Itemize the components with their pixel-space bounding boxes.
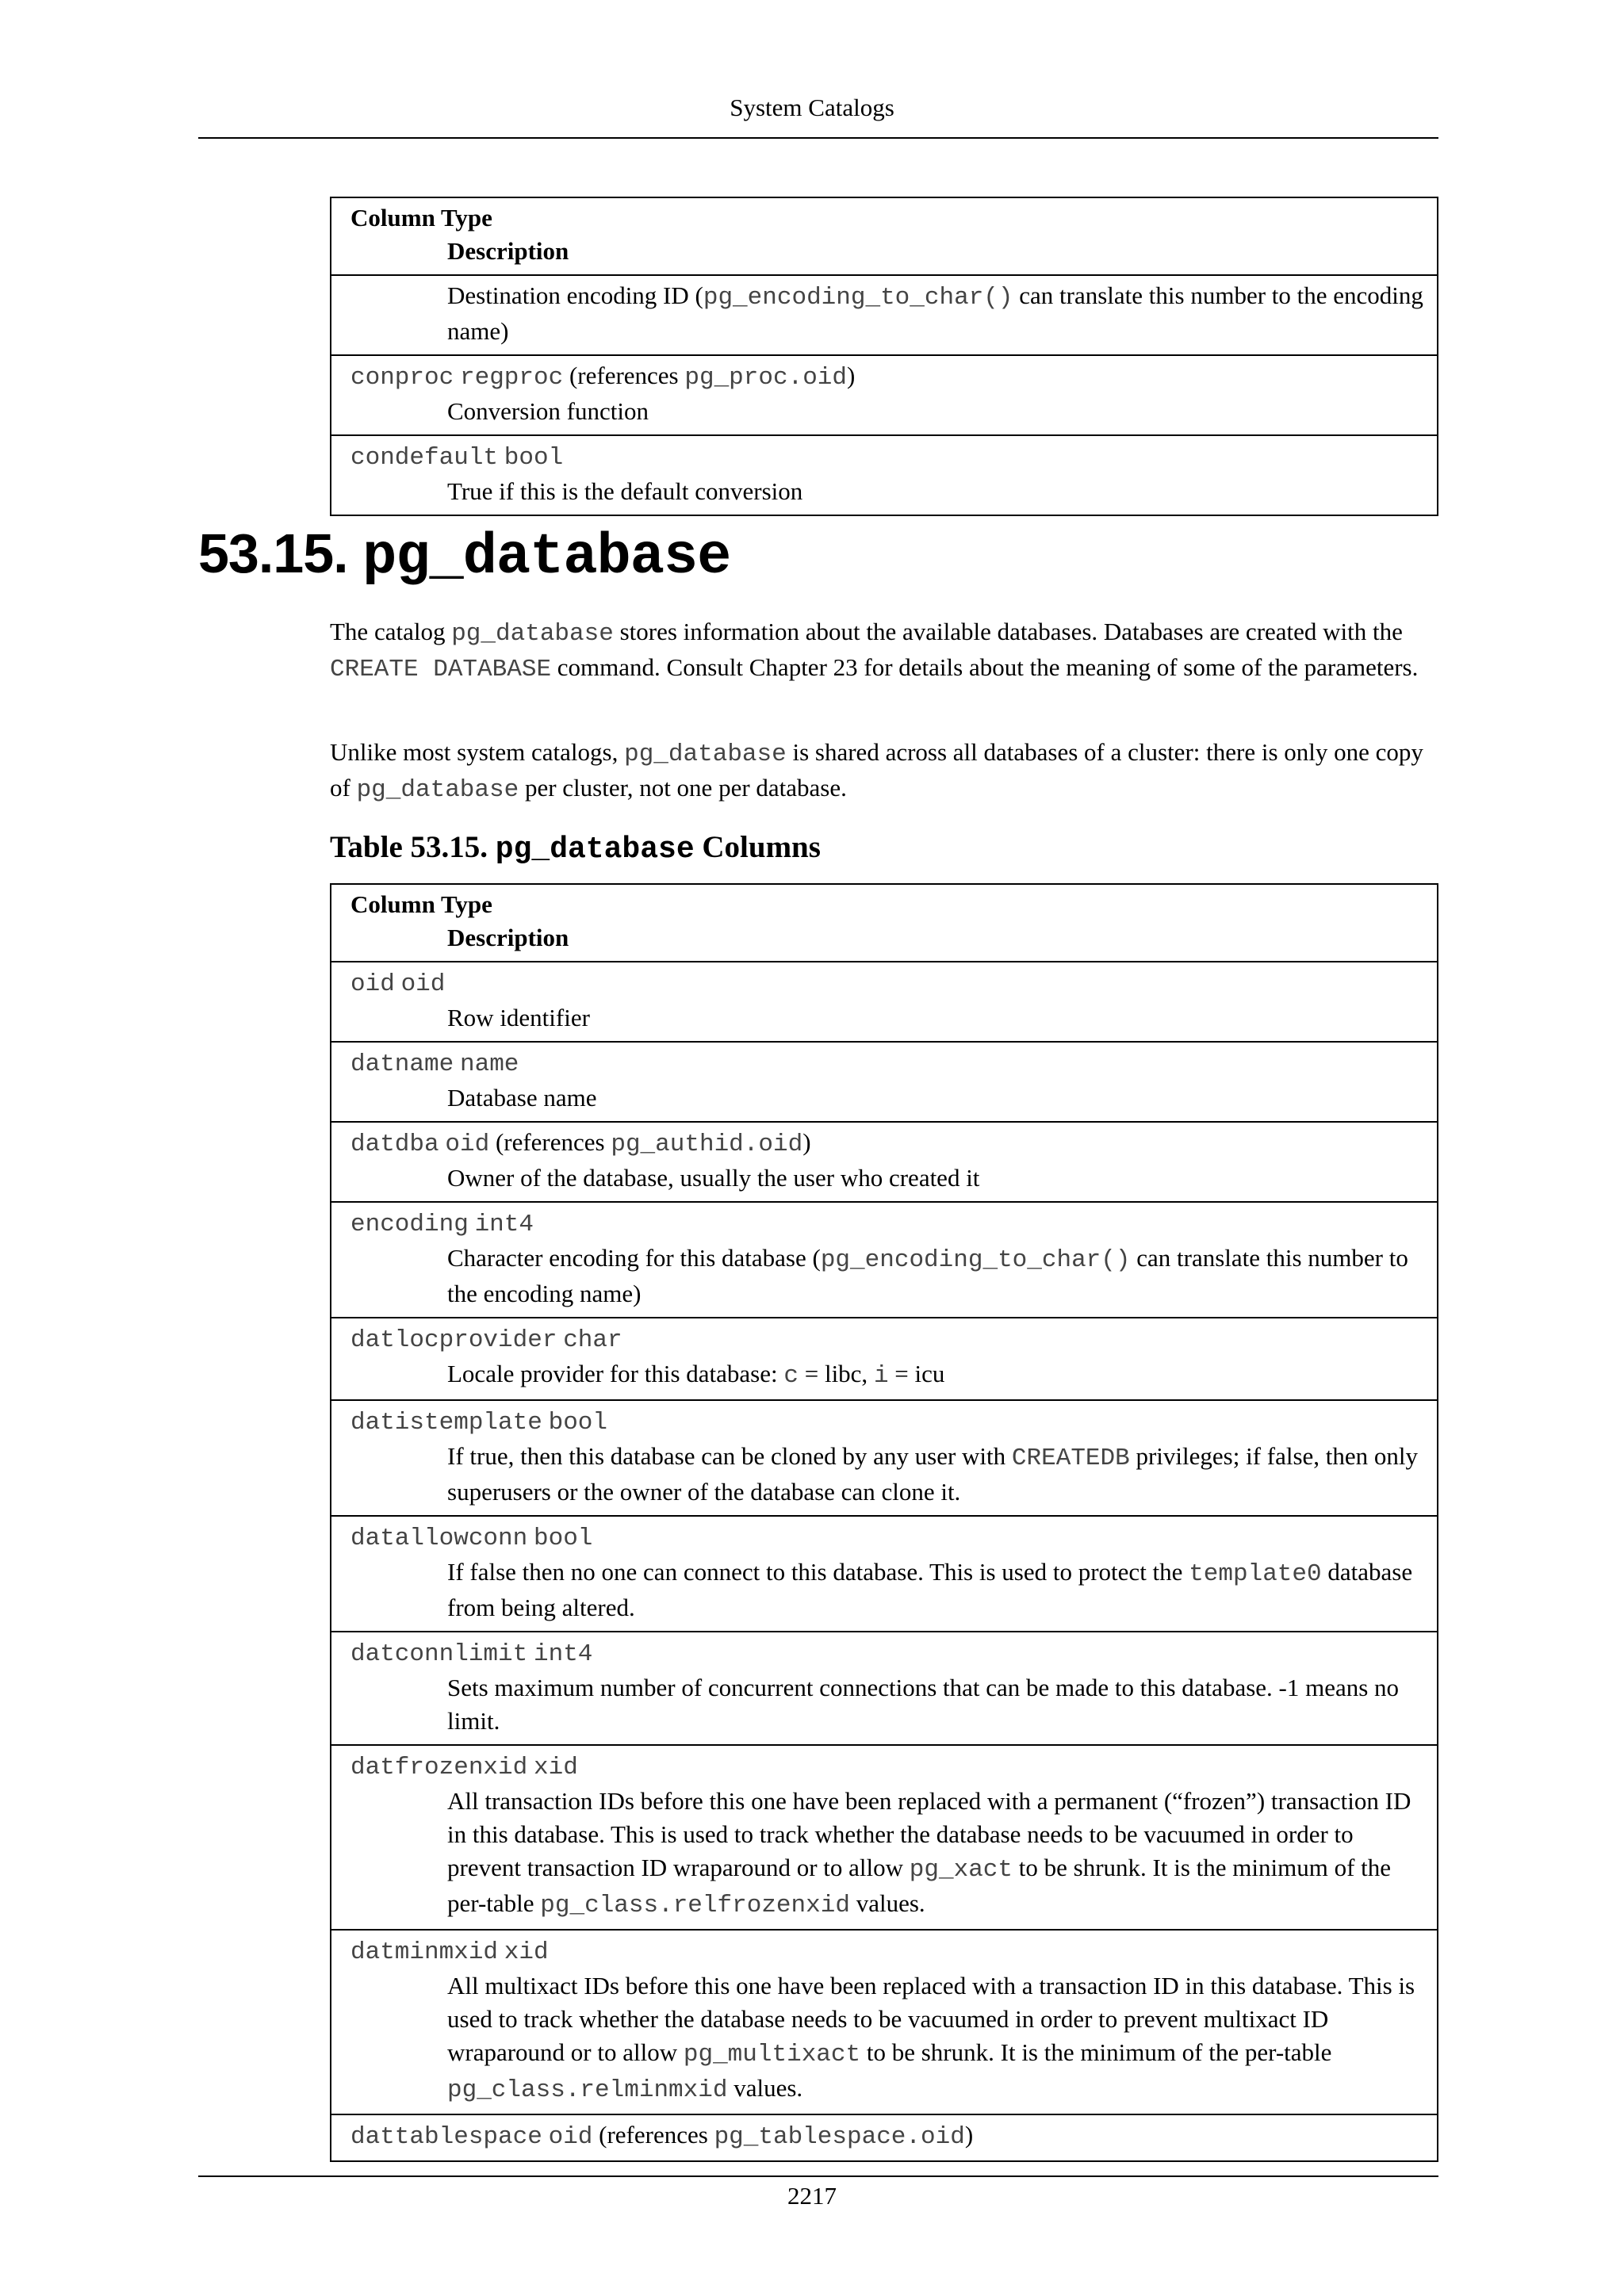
column-type: regproc xyxy=(459,364,564,392)
reference-suffix: ) xyxy=(802,1128,811,1156)
code-text: pg_database xyxy=(356,776,519,804)
header-description: Description xyxy=(447,924,569,951)
text-run: Database name xyxy=(447,1084,597,1112)
header-description: Description xyxy=(447,237,569,265)
table-cell xyxy=(331,962,1438,1042)
text-run: Owner of the database, usually the user who created it xyxy=(447,1164,980,1192)
column-name: datistemplate xyxy=(350,1409,542,1437)
text-run: values. xyxy=(849,1889,925,1917)
column-name: datfrozenxid xyxy=(350,1754,528,1781)
intro-paragraph xyxy=(330,615,1438,687)
reference-prefix: (references xyxy=(489,1128,611,1156)
table-row xyxy=(331,1042,1438,1122)
text-run: privileges; if false, then only superusers or the owner of the database can clone it. xyxy=(447,1442,1419,1506)
table-row xyxy=(331,275,1438,355)
table-caption-suffix: Columns xyxy=(694,830,821,864)
column-type: oid xyxy=(548,2123,593,2151)
code-text: pg_database xyxy=(451,620,614,648)
column-description xyxy=(350,1357,1429,1393)
column-description xyxy=(350,1440,1429,1509)
text-run: All multixact IDs before this one have been replaced with a transaction ID in this database. This is used to track whether the database needs to be vacuumed in order to prevent multixact ID wraparound or to allow xyxy=(447,1972,1415,2066)
code-text: i xyxy=(873,1362,889,1390)
code-text: pg_class.relminmxid xyxy=(447,2076,728,2104)
column-signature xyxy=(350,966,1429,1001)
table-header-cell xyxy=(331,884,1438,962)
column-type: oid xyxy=(445,1131,490,1158)
header-rule xyxy=(198,137,1438,139)
table-cell xyxy=(331,1516,1438,1632)
column-description xyxy=(350,1081,1429,1115)
page-number: 2217 xyxy=(787,2182,837,2210)
text-run: is shared across all databases of a cluster: there is only one copy of xyxy=(330,738,1423,802)
column-type: xid xyxy=(534,1754,578,1781)
column-name: datconnlimit xyxy=(350,1640,528,1668)
table-row xyxy=(331,1202,1438,1318)
column-description xyxy=(350,475,1429,508)
column-type: int4 xyxy=(534,1640,593,1668)
text-run: All transaction IDs before this one have been replaced with a permanent (“frozen”) transaction ID in this database. This is used to track whether the database needs to be vacuumed in order to prevent transaction ID wraparound or to allow xyxy=(447,1787,1411,1881)
code-text: CREATEDB xyxy=(1011,1445,1130,1472)
table-cell xyxy=(331,2114,1438,2161)
column-type: name xyxy=(459,1050,519,1078)
table-cell xyxy=(331,355,1438,435)
column-type: int4 xyxy=(474,1211,534,1238)
column-type: bool xyxy=(534,1525,593,1552)
text-run: = libc, xyxy=(798,1360,874,1387)
text-run: Unlike most system catalogs, xyxy=(330,738,625,766)
column-name: condefault xyxy=(350,444,499,472)
table-cell xyxy=(331,1042,1438,1122)
table-cell xyxy=(331,1202,1438,1318)
column-description xyxy=(350,395,1429,428)
table-cell xyxy=(331,1122,1438,1202)
table-cell xyxy=(331,435,1438,515)
column-name: oid xyxy=(350,970,395,998)
footer-rule xyxy=(198,2175,1438,2177)
column-signature xyxy=(350,1404,1429,1440)
reference-suffix: ) xyxy=(964,2121,974,2149)
column-signature xyxy=(350,359,1429,395)
table-row xyxy=(331,1745,1438,1930)
column-name: datlocprovider xyxy=(350,1326,557,1354)
code-text: CREATE DATABASE xyxy=(330,656,552,683)
column-description xyxy=(350,1671,1429,1738)
column-description xyxy=(350,1969,1429,2107)
column-signature xyxy=(350,439,1429,475)
table-cell xyxy=(331,1632,1438,1745)
table-row xyxy=(331,2114,1438,2161)
column-type: xid xyxy=(504,1938,549,1966)
column-signature xyxy=(350,1206,1429,1242)
running-header: System Catalogs xyxy=(730,94,894,121)
reference-suffix: ) xyxy=(847,362,856,389)
text-run: Conversion function xyxy=(447,397,649,425)
column-type: char xyxy=(563,1326,622,1354)
text-run: If false then no one can connect to this database. This is used to protect the xyxy=(447,1558,1189,1586)
column-signature xyxy=(350,1636,1429,1671)
table-cell xyxy=(331,1930,1438,2114)
text-run: values. xyxy=(727,2074,803,2102)
section-name: pg_database xyxy=(362,525,731,590)
text-run: database from being altered. xyxy=(447,1558,1413,1621)
reference-target: pg_authid.oid xyxy=(611,1131,803,1158)
text-run: can translate this number to the encoding name) xyxy=(447,281,1423,345)
column-name: dattablespace xyxy=(350,2123,542,2151)
column-name: conproc xyxy=(350,364,454,392)
table-cell xyxy=(331,275,1438,355)
text-run: Sets maximum number of concurrent connections that can be made to this database. -1 means no limit. xyxy=(447,1674,1400,1735)
text-run: Character encoding for this database ( xyxy=(447,1244,821,1272)
code-text: pg_multixact xyxy=(683,2041,861,2068)
header-column-type: Column Type xyxy=(350,890,492,918)
column-description xyxy=(350,279,1429,348)
text-run: can translate this number to the encoding name) xyxy=(447,1244,1408,1307)
table-caption-name: pg_database xyxy=(495,832,695,867)
table-row xyxy=(331,962,1438,1042)
text-run: stores information about the available databases. Databases are created with the xyxy=(613,618,1403,645)
shared-catalog-paragraph xyxy=(330,736,1438,807)
code-text: pg_encoding_to_char() xyxy=(703,284,1013,312)
text-run: Row identifier xyxy=(447,1004,590,1031)
text-run: Locale provider for this database: xyxy=(447,1360,784,1387)
code-text: pg_database xyxy=(624,740,787,768)
column-description xyxy=(350,1242,1429,1311)
table-row xyxy=(331,1632,1438,1745)
section-title xyxy=(198,522,730,590)
column-description xyxy=(350,1001,1429,1035)
column-description xyxy=(350,1161,1429,1195)
text-run: to be shrunk. It is the minimum of the per-table xyxy=(447,1854,1392,1917)
column-type: oid xyxy=(400,970,446,998)
conversion-columns-table-continued xyxy=(330,197,1438,516)
reference-target: pg_proc.oid xyxy=(684,364,848,392)
column-name: datname xyxy=(350,1050,454,1078)
code-text: pg_encoding_to_char() xyxy=(820,1246,1131,1274)
text-run: The catalog xyxy=(330,618,452,645)
table-cell xyxy=(331,1745,1438,1930)
text-run: command. Consult Chapter 23 for details about the meaning of some of the parameters. xyxy=(551,653,1419,681)
reference-prefix: (references xyxy=(592,2121,714,2149)
column-signature xyxy=(350,1322,1429,1357)
table-header-row xyxy=(331,884,1438,962)
table-row xyxy=(331,1318,1438,1400)
column-signature xyxy=(350,1749,1429,1785)
header-column-type: Column Type xyxy=(350,204,492,232)
table-cell xyxy=(331,1400,1438,1516)
pg-database-columns-table xyxy=(330,883,1438,2162)
section-number: 53.15. xyxy=(198,522,348,584)
reference-prefix: (references xyxy=(563,362,685,389)
code-text: template0 xyxy=(1189,1560,1322,1588)
table-row xyxy=(331,1122,1438,1202)
text-run: True if this is the default conversion xyxy=(447,477,803,505)
table-row xyxy=(331,1930,1438,2114)
column-name: datallowconn xyxy=(350,1525,528,1552)
table-caption-prefix: Table 53.15. xyxy=(330,830,496,864)
table-row xyxy=(331,1400,1438,1516)
table-header-row xyxy=(331,197,1438,275)
code-text: pg_xact xyxy=(909,1856,1013,1884)
column-type: bool xyxy=(504,444,564,472)
table-header-cell xyxy=(331,197,1438,275)
column-description xyxy=(350,1556,1429,1624)
column-description xyxy=(350,1785,1429,1923)
table-row xyxy=(331,1516,1438,1632)
code-text: pg_class.relfrozenxid xyxy=(540,1892,850,1919)
text-run: If true, then this database can be cloned by any user with xyxy=(447,1442,1012,1470)
column-signature xyxy=(350,1046,1429,1081)
text-run: per cluster, not one per database. xyxy=(519,774,847,802)
reference-target: pg_tablespace.oid xyxy=(714,2123,965,2151)
table-row xyxy=(331,435,1438,515)
column-name: encoding xyxy=(350,1211,469,1238)
text-run: = icu xyxy=(888,1360,945,1387)
code-text: c xyxy=(783,1362,799,1390)
column-name: datminmxid xyxy=(350,1938,499,1966)
text-run: Destination encoding ID ( xyxy=(447,281,703,309)
column-type: bool xyxy=(548,1409,608,1437)
text-run: to be shrunk. It is the minimum of the per-table xyxy=(860,2038,1332,2066)
column-signature xyxy=(350,1934,1429,1969)
column-signature xyxy=(350,1126,1429,1161)
column-signature xyxy=(350,1520,1429,1556)
column-name: datdba xyxy=(350,1131,439,1158)
column-signature xyxy=(350,2118,1429,2154)
table-row xyxy=(331,355,1438,435)
table-cell xyxy=(331,1318,1438,1400)
table-caption xyxy=(330,829,821,867)
